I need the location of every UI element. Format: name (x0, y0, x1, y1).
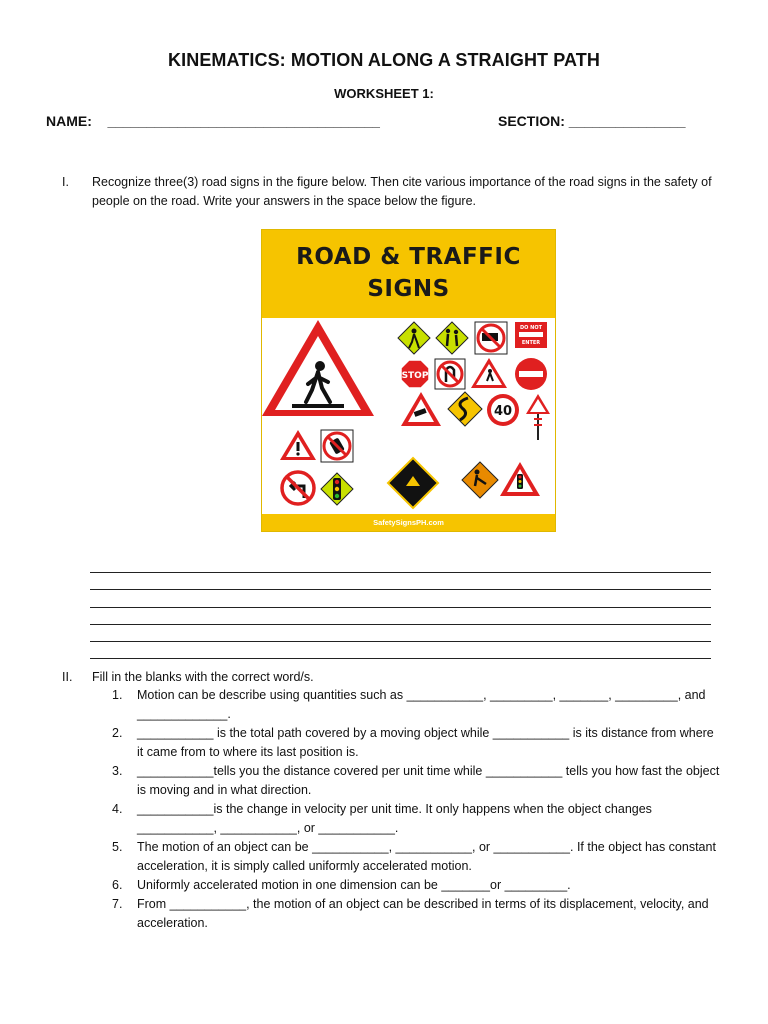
road-signs-illustration (262, 318, 555, 514)
question-text: From ___________, the motion of an object can be described in terms of its displacement, velocity, and acceleration. (137, 897, 709, 930)
winding-road-sign-icon (448, 392, 482, 426)
worksheet-label: WORKSHEET 1: (334, 86, 434, 101)
poster-footer: SafetySignsPH.com (262, 514, 555, 532)
answer-line[interactable] (90, 608, 711, 625)
do-not-enter-line-2: ENTER (521, 340, 541, 346)
no-left-turn-sign-icon (282, 472, 314, 504)
answer-line[interactable] (90, 642, 711, 659)
section-2-instruction: Fill in the blanks with the correct word/s. (92, 670, 314, 684)
question-text: ___________tells you the distance covered per unit time while ___________ tells you how fast the object is moving and in what direction. (137, 764, 720, 797)
question-item (112, 800, 722, 838)
poster-title-line-1: ROAD & TRAFFIC (296, 244, 521, 270)
question-number: 3. (112, 764, 123, 778)
no-phone-sign-icon (321, 430, 353, 462)
road-signs-poster (261, 229, 556, 532)
no-entry-sign-icon (515, 358, 547, 390)
section-field: SECTION: _______________ (498, 113, 686, 129)
question-text: Uniformly accelerated motion in one dimension can be _______or _________. (137, 878, 571, 892)
hazard-diamond-sign-icon (388, 458, 438, 508)
answer-line[interactable] (90, 573, 711, 590)
question-number: 5. (112, 840, 123, 854)
question-item (112, 895, 722, 933)
section-1-number: I. (62, 175, 69, 189)
question-text: ___________is the change in velocity per unit time. It only happens when the object changes ___________, ___________, or ___________. (137, 802, 652, 835)
question-number: 7. (112, 897, 123, 911)
road-work-sign-icon (462, 462, 498, 498)
slippery-road-sign-icon (401, 392, 441, 426)
danger-warning-sign-icon (280, 430, 316, 460)
question-number: 1. (112, 688, 123, 702)
question-text: The motion of an object can be ___________, ___________, or ___________. If the object has constant acceleration, it is simply called uniformly accelerated motion. (137, 840, 716, 873)
answer-lines (90, 556, 711, 659)
railroad-crossing-sign-icon (526, 394, 550, 440)
section-1-instruction: Recognize three(3) road signs in the figure below. Then cite various importance of the road signs in the safety of people on the road. Write your answers in the space below the figure. (92, 175, 712, 208)
traffic-light-sign-icon (321, 473, 353, 505)
school-children-sign-icon (436, 322, 468, 354)
answer-line[interactable] (90, 625, 711, 642)
do-not-enter-line-1: DO NOT (520, 325, 542, 331)
question-item (112, 762, 722, 800)
pedestrian-warning-sign-icon (398, 322, 430, 354)
question-item (112, 724, 722, 762)
question-item (112, 876, 722, 895)
question-item (112, 838, 722, 876)
question-text: Motion can be describe using quantities such as ___________, _________, _______, _________, and _____________. (137, 688, 706, 721)
question-item (112, 686, 722, 724)
speed-limit-text: 40 (493, 404, 513, 419)
no-trucks-sign-icon (475, 322, 507, 354)
no-u-turn-sign-icon (435, 359, 465, 389)
stop-sign-text: STOP (401, 371, 429, 381)
page-title: KINEMATICS: MOTION ALONG A STRAIGHT PATH (168, 50, 600, 70)
section-2-number: II. (62, 670, 73, 684)
poster-title-line-2: SIGNS (367, 276, 450, 302)
crosswalk-triangle-sign-icon (471, 358, 507, 388)
poster-header (262, 230, 555, 318)
traffic-signal-ahead-sign-icon (500, 462, 540, 496)
answer-line[interactable] (90, 556, 711, 573)
stop-sign-icon (401, 360, 429, 388)
answer-line[interactable] (90, 590, 711, 607)
question-number: 6. (112, 878, 123, 892)
pedestrian-crossing-sign-icon (262, 320, 374, 416)
question-text: ___________ is the total path covered by a moving object while ___________ is its distance from where it came from to where its last position is. (137, 726, 714, 759)
question-number: 2. (112, 726, 123, 740)
speed-limit-sign-icon (487, 394, 519, 426)
fill-in-question-list (112, 686, 722, 933)
question-number: 4. (112, 802, 123, 816)
do-not-enter-sign-icon (515, 322, 547, 348)
name-field: NAME: ___________________________________ (46, 113, 380, 129)
